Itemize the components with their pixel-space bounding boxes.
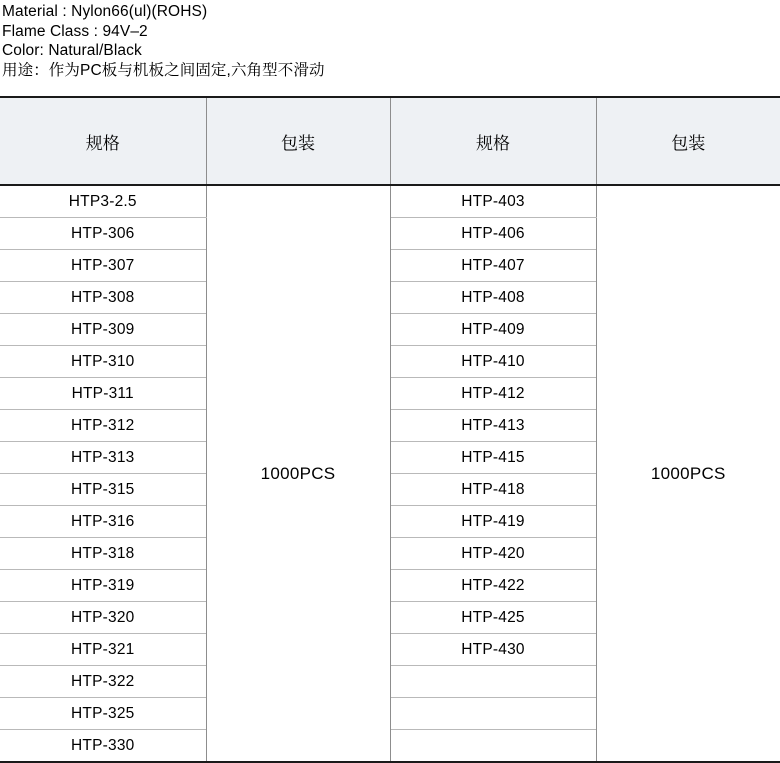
model-left: HTP-313 (0, 442, 206, 474)
material-spec-block (0, 0, 780, 80)
model-right: HTP-425 (390, 602, 596, 634)
model-right: HTP-408 (390, 282, 596, 314)
model-left: HTP-308 (0, 282, 206, 314)
model-right: HTP-406 (390, 218, 596, 250)
model-right: HTP-415 (390, 442, 596, 474)
model-right-empty (390, 730, 596, 763)
column-header-spec-right: 规格 (390, 97, 596, 185)
model-right: HTP-410 (390, 346, 596, 378)
material-line: Material : Nylon66(ul)(ROHS) (2, 3, 208, 20)
model-left: HTP-315 (0, 474, 206, 506)
column-header-spec-left: 规格 (0, 97, 206, 185)
model-right: HTP-407 (390, 250, 596, 282)
table-row (0, 185, 780, 218)
model-right: HTP-409 (390, 314, 596, 346)
model-left: HTP-311 (0, 378, 206, 410)
column-header-packing-left: 包装 (206, 97, 390, 185)
packing-right: 1000PCS (596, 185, 780, 762)
model-right: HTP-403 (390, 185, 596, 218)
model-right: HTP-422 (390, 570, 596, 602)
model-left: HTP-307 (0, 250, 206, 282)
model-left: HTP-310 (0, 346, 206, 378)
model-right-empty (390, 698, 596, 730)
model-left: HTP-309 (0, 314, 206, 346)
model-left: HTP-330 (0, 730, 206, 763)
model-left: HTP-316 (0, 506, 206, 538)
table-header-row (0, 97, 780, 185)
model-left: HTP-325 (0, 698, 206, 730)
model-right: HTP-430 (390, 634, 596, 666)
model-right: HTP-420 (390, 538, 596, 570)
model-left: HTP-306 (0, 218, 206, 250)
spec-table-container (0, 96, 780, 763)
model-left: HTP-322 (0, 666, 206, 698)
model-left: HTP-320 (0, 602, 206, 634)
model-right-empty (390, 666, 596, 698)
color-line: Color: Natural/Black (2, 42, 142, 59)
model-right: HTP-413 (390, 410, 596, 442)
model-right: HTP-418 (390, 474, 596, 506)
packing-left: 1000PCS (206, 185, 390, 762)
model-right: HTP-419 (390, 506, 596, 538)
model-left: HTP3-2.5 (0, 185, 206, 218)
model-left: HTP-318 (0, 538, 206, 570)
spec-table (0, 96, 780, 763)
model-left: HTP-321 (0, 634, 206, 666)
model-left: HTP-312 (0, 410, 206, 442)
usage-line: 用途：作为PC板与机板之间固定,六角型不滑动 (2, 61, 325, 79)
column-header-packing-right: 包装 (596, 97, 780, 185)
flame-class-line: Flame Class : 94V–2 (2, 22, 148, 40)
model-right: HTP-412 (390, 378, 596, 410)
model-left: HTP-319 (0, 570, 206, 602)
